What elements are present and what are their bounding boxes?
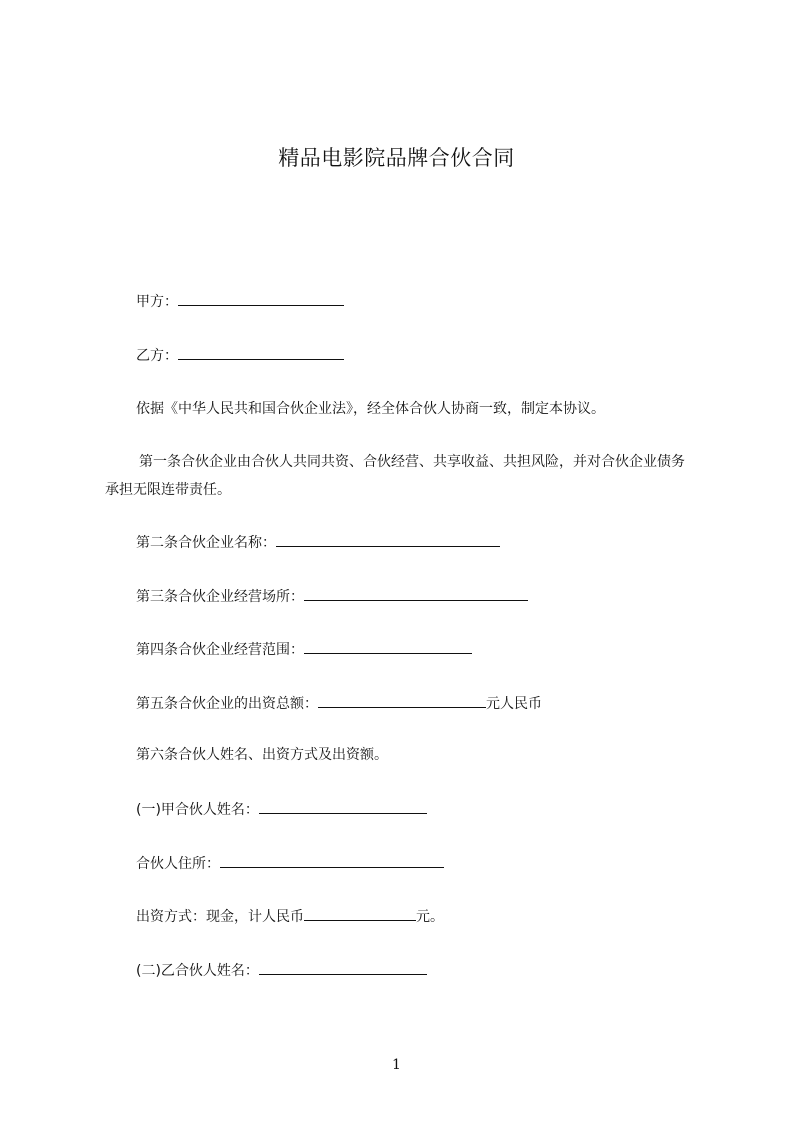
article-5-suffix: 元人民币 bbox=[486, 696, 542, 712]
article-6-line: 第六条合伙人姓名、出资方式及出资额。 bbox=[136, 747, 388, 763]
contribution-line bbox=[136, 906, 444, 927]
party-b-label: 乙方： bbox=[136, 348, 178, 364]
contribution-label: 出资方式：现金，计人民币 bbox=[136, 909, 304, 925]
partner-b-name-blank bbox=[259, 960, 427, 975]
business-address-blank bbox=[304, 586, 528, 601]
partner-a-name-blank bbox=[259, 799, 427, 814]
party-a-blank bbox=[178, 291, 344, 306]
article-3-label: 第三条合伙企业经营场所： bbox=[136, 589, 304, 605]
document-title: 精品电影院品牌合伙合同 bbox=[278, 146, 515, 170]
page-number: 1 bbox=[392, 1057, 401, 1073]
contribution-suffix: 元。 bbox=[416, 909, 444, 925]
article-1-paragraph: 第一条合伙企业由合伙人共同共资、合伙经营、共享收益、共担风险，并对合伙企业债务承担无限连带责任。 bbox=[105, 454, 685, 498]
article-3-line bbox=[136, 586, 528, 607]
article-5-line bbox=[136, 693, 542, 714]
article-4-label: 第四条合伙企业经营范围： bbox=[136, 642, 304, 658]
partner-b-name-line bbox=[136, 960, 427, 981]
partner-a-name-label: (一)甲合伙人姓名： bbox=[136, 802, 259, 818]
total-capital-blank bbox=[318, 693, 486, 708]
party-a-line bbox=[136, 291, 344, 312]
partner-residence-line bbox=[136, 853, 444, 874]
partner-residence-blank bbox=[220, 853, 444, 868]
party-b-line bbox=[136, 345, 344, 366]
contribution-amount-blank bbox=[304, 906, 416, 921]
company-name-blank bbox=[276, 532, 500, 547]
article-2-line bbox=[136, 532, 500, 553]
business-scope-blank bbox=[304, 639, 472, 654]
article-5-label: 第五条合伙企业的出资总额： bbox=[136, 696, 318, 712]
party-b-blank bbox=[178, 345, 344, 360]
article-2-label: 第二条合伙企业名称： bbox=[136, 535, 276, 551]
article-4-line bbox=[136, 639, 472, 660]
partner-residence-label: 合伙人住所： bbox=[136, 856, 220, 872]
partner-a-name-line bbox=[136, 799, 427, 820]
partner-b-name-label: (二)乙合伙人姓名： bbox=[136, 963, 259, 979]
party-a-label: 甲方： bbox=[136, 294, 178, 310]
basis-paragraph: 依据《中华人民共和国合伙企业法》，经全体合伙人协商一致，制定本协议。 bbox=[136, 401, 605, 417]
